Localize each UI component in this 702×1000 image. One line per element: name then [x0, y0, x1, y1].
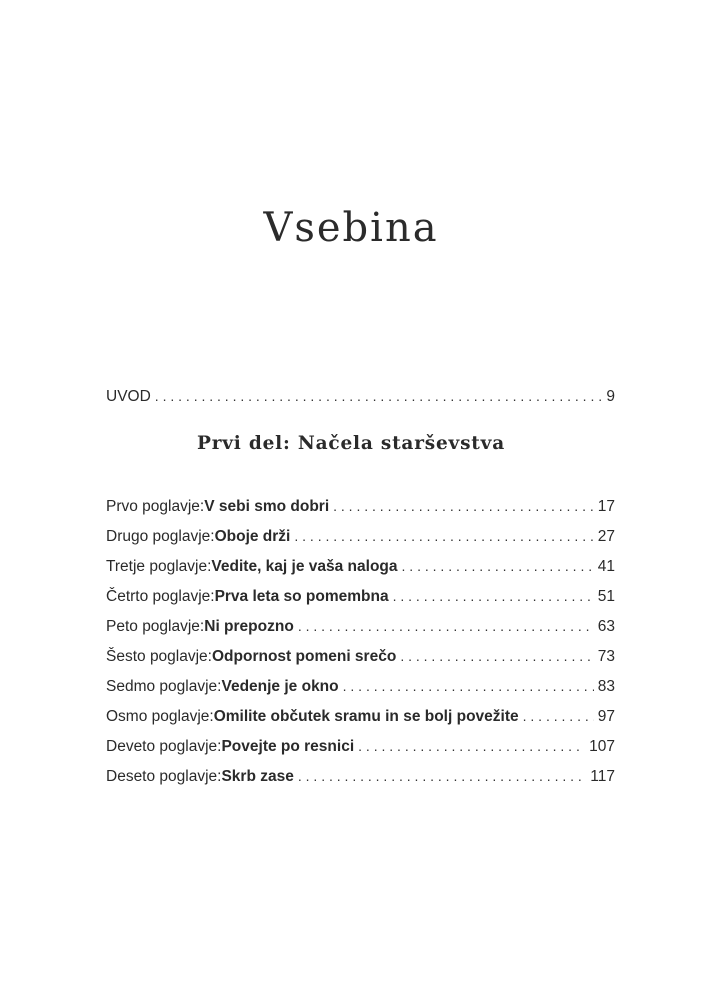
- toc-chapter-label: Drugo poglavje:: [106, 528, 215, 545]
- toc-chapter-title: Omilite občutek sramu in se bolj povežite: [213, 708, 519, 725]
- toc-entry-chapter-3: [106, 558, 615, 582]
- toc-chapter-title: Ni prepozno: [204, 618, 294, 635]
- toc-chapter-title: V sebi smo dobri: [204, 498, 330, 515]
- toc-entry-intro: [106, 388, 615, 412]
- toc-leader-dots: [402, 558, 594, 574]
- toc-leader-dots: [294, 528, 593, 544]
- toc-leader-dots: [393, 588, 594, 604]
- toc-page-number: 27: [597, 528, 615, 545]
- toc-entry-chapter-2: [106, 528, 615, 552]
- toc-chapter-label: Deveto poglavje:: [106, 738, 222, 755]
- toc-leader-dots: [298, 618, 594, 634]
- toc-leader-dots: [298, 768, 586, 784]
- toc-leader-dots: [155, 388, 603, 404]
- toc-page-number: 9: [606, 388, 615, 405]
- toc-chapter-label: Četrto poglavje:: [106, 588, 215, 605]
- toc-leader-dots: [400, 648, 593, 664]
- page-title: Vsebina: [263, 205, 439, 251]
- toc-chapter-title: Skrb zase: [221, 768, 294, 785]
- toc-chapter-title: Vedenje je okno: [221, 678, 339, 695]
- toc-leader-dots: [333, 498, 594, 514]
- part-heading: Prvi del: Načela starševstva: [197, 433, 505, 454]
- toc-page-number: 63: [597, 618, 615, 635]
- toc-chapter-label: Sedmo poglavje:: [106, 678, 222, 695]
- toc-page-number: 107: [589, 738, 615, 755]
- toc-page-number: 17: [597, 498, 615, 515]
- toc-entry-chapter-9: [106, 738, 615, 762]
- toc-leader-dots: [358, 738, 585, 754]
- toc-chapter-title: Odpornost pomeni srečo: [212, 648, 397, 665]
- toc-page-number: 97: [597, 708, 615, 725]
- toc-page-number: 51: [597, 588, 615, 605]
- toc-chapter-title: Oboje drži: [214, 528, 291, 545]
- toc-chapter-label: Deseto poglavje:: [106, 768, 222, 785]
- toc-chapter-title: Prva leta so pomembna: [214, 588, 389, 605]
- toc-page-number: 41: [597, 558, 615, 575]
- toc-page-number: 73: [597, 648, 615, 665]
- toc-chapter-label: Tretje poglavje:: [106, 558, 212, 575]
- toc-entry-chapter-7: [106, 678, 615, 702]
- toc-leader-dots: [343, 678, 594, 694]
- toc-chapter-title: Povejte po resnici: [221, 738, 355, 755]
- toc-entry-chapter-1: [106, 498, 615, 522]
- toc-entry-chapter-8: [106, 708, 615, 732]
- toc-chapter-title: Vedite, kaj je vaša naloga: [211, 558, 398, 575]
- toc-entry-chapter-6: [106, 648, 615, 672]
- toc-chapter-label: Osmo poglavje:: [106, 708, 214, 725]
- toc-page-number: 117: [590, 768, 615, 785]
- toc-entry-chapter-5: [106, 618, 615, 642]
- toc-chapter-label: Prvo poglavje:: [106, 498, 205, 515]
- toc-entry-chapter-4: [106, 588, 615, 612]
- toc-entry-chapter-10: [106, 768, 615, 792]
- toc-chapter-label: Peto poglavje:: [106, 618, 205, 635]
- toc-chapter-label: Šesto poglavje:: [106, 648, 212, 665]
- toc-page-number: 83: [597, 678, 615, 695]
- toc-leader-dots: [523, 708, 594, 724]
- toc-entry-label: UVOD: [106, 388, 151, 405]
